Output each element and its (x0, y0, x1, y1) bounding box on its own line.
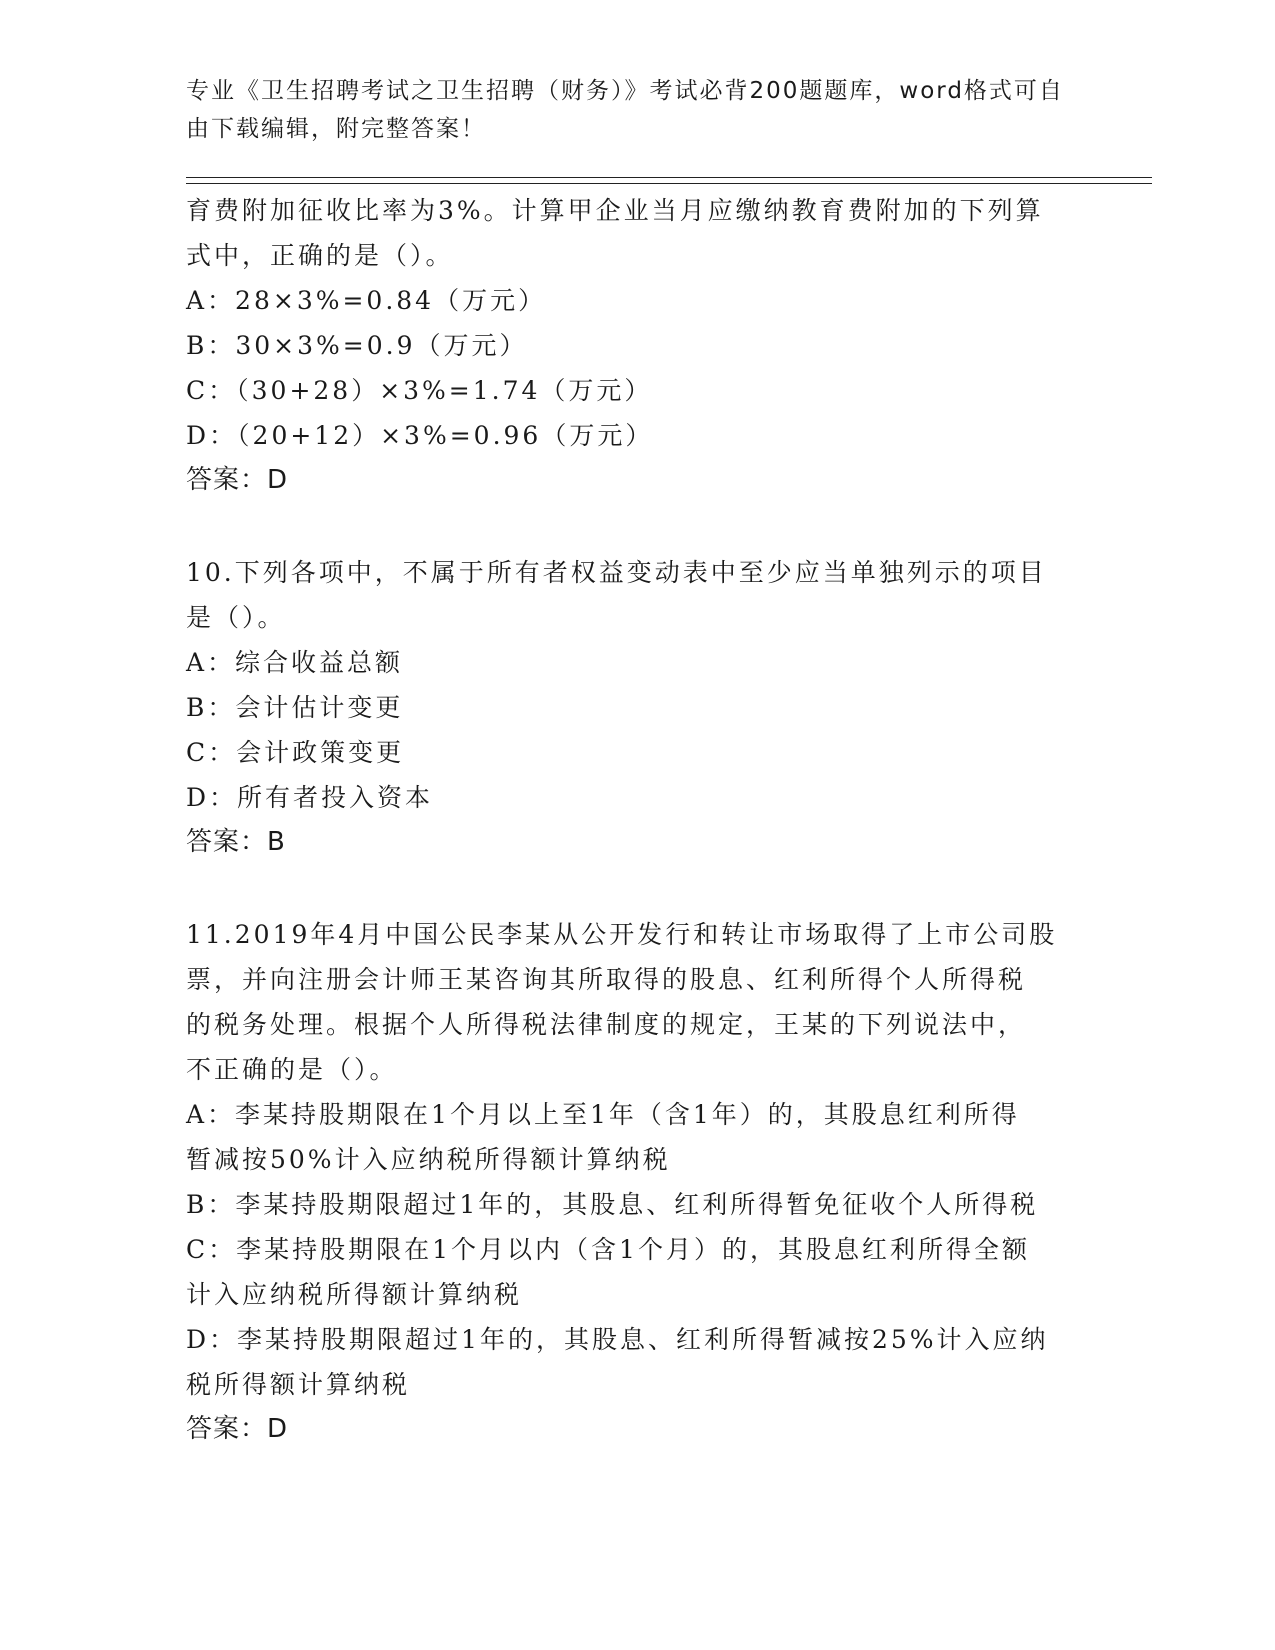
document-header (186, 72, 1086, 148)
question-text-line: 不正确的是（）。 (186, 1055, 398, 1084)
option-c: C：李某持股期限在1个月以内（含1个月）的，其股息红利所得全额 (186, 1235, 1030, 1264)
question-text-line: 票，并向注册会计师王某咨询其所取得的股息、红利所得个人所得税 (186, 965, 1027, 994)
question-gap (186, 503, 1086, 550)
question-text-line: 10.下列各项中，不属于所有者权益变动表中至少应当单独列示的项目 (186, 558, 1047, 587)
option-d-continued: 税所得额计算纳税 (186, 1370, 411, 1399)
option-c-continued: 计入应纳税所得额计算纳税 (186, 1280, 523, 1309)
answer-line: 答案：D (186, 465, 289, 495)
question-10 (186, 550, 1086, 865)
option-a: A：综合收益总额 (186, 648, 404, 677)
header-line-1: 专业《卫生招聘考试之卫生招聘（财务）》考试必背200题题库，word格式可自 (186, 78, 1064, 104)
option-b: B：李某持股期限超过1年的，其股息、红利所得暂免征收个人所得税 (186, 1190, 1039, 1219)
question-content (186, 188, 1086, 1452)
header-divider-top (186, 177, 1152, 178)
option-c: C：会计政策变更 (186, 738, 405, 767)
option-b: B：30×3%=0.9（万元） (186, 331, 528, 360)
question-gap (186, 865, 1086, 912)
answer-line: 答案：B (186, 827, 286, 857)
answer-line: 答案：D (186, 1414, 289, 1444)
header-divider-bottom (186, 183, 1152, 184)
option-c: C：（30+28）×3%=1.74（万元） (186, 376, 653, 405)
option-a-continued: 暂减按50%计入应纳税所得额计算纳税 (186, 1145, 671, 1174)
question-text-line: 是（）。 (186, 603, 286, 632)
option-a: A：李某持股期限在1个月以上至1年（含1年）的，其股息红利所得 (186, 1100, 1020, 1129)
header-line-2: 由下载编辑，附完整答案！ (186, 116, 486, 142)
question-11 (186, 912, 1086, 1452)
question-text-line: 的税务处理。根据个人所得税法律制度的规定，王某的下列说法中， (186, 1010, 1027, 1039)
option-d: D：李某持股期限超过1年的，其股息、红利所得暂减按25%计入应纳 (186, 1325, 1049, 1354)
question-text-line: 11.2019年4月中国公民李某从公开发行和转让市场取得了上市公司股 (186, 920, 1058, 949)
question-text-line: 育费附加征收比率为3%。计算甲企业当月应缴纳教育费附加的下列算 (186, 196, 1044, 225)
option-d: D：（20+12）×3%=0.96（万元） (186, 421, 654, 450)
option-b: B：会计估计变更 (186, 693, 404, 722)
question-9 (186, 188, 1086, 503)
option-a: A：28×3%=0.84（万元） (186, 286, 547, 315)
option-d: D：所有者投入资本 (186, 783, 434, 812)
question-text-line: 式中，正确的是（）。 (186, 241, 454, 270)
